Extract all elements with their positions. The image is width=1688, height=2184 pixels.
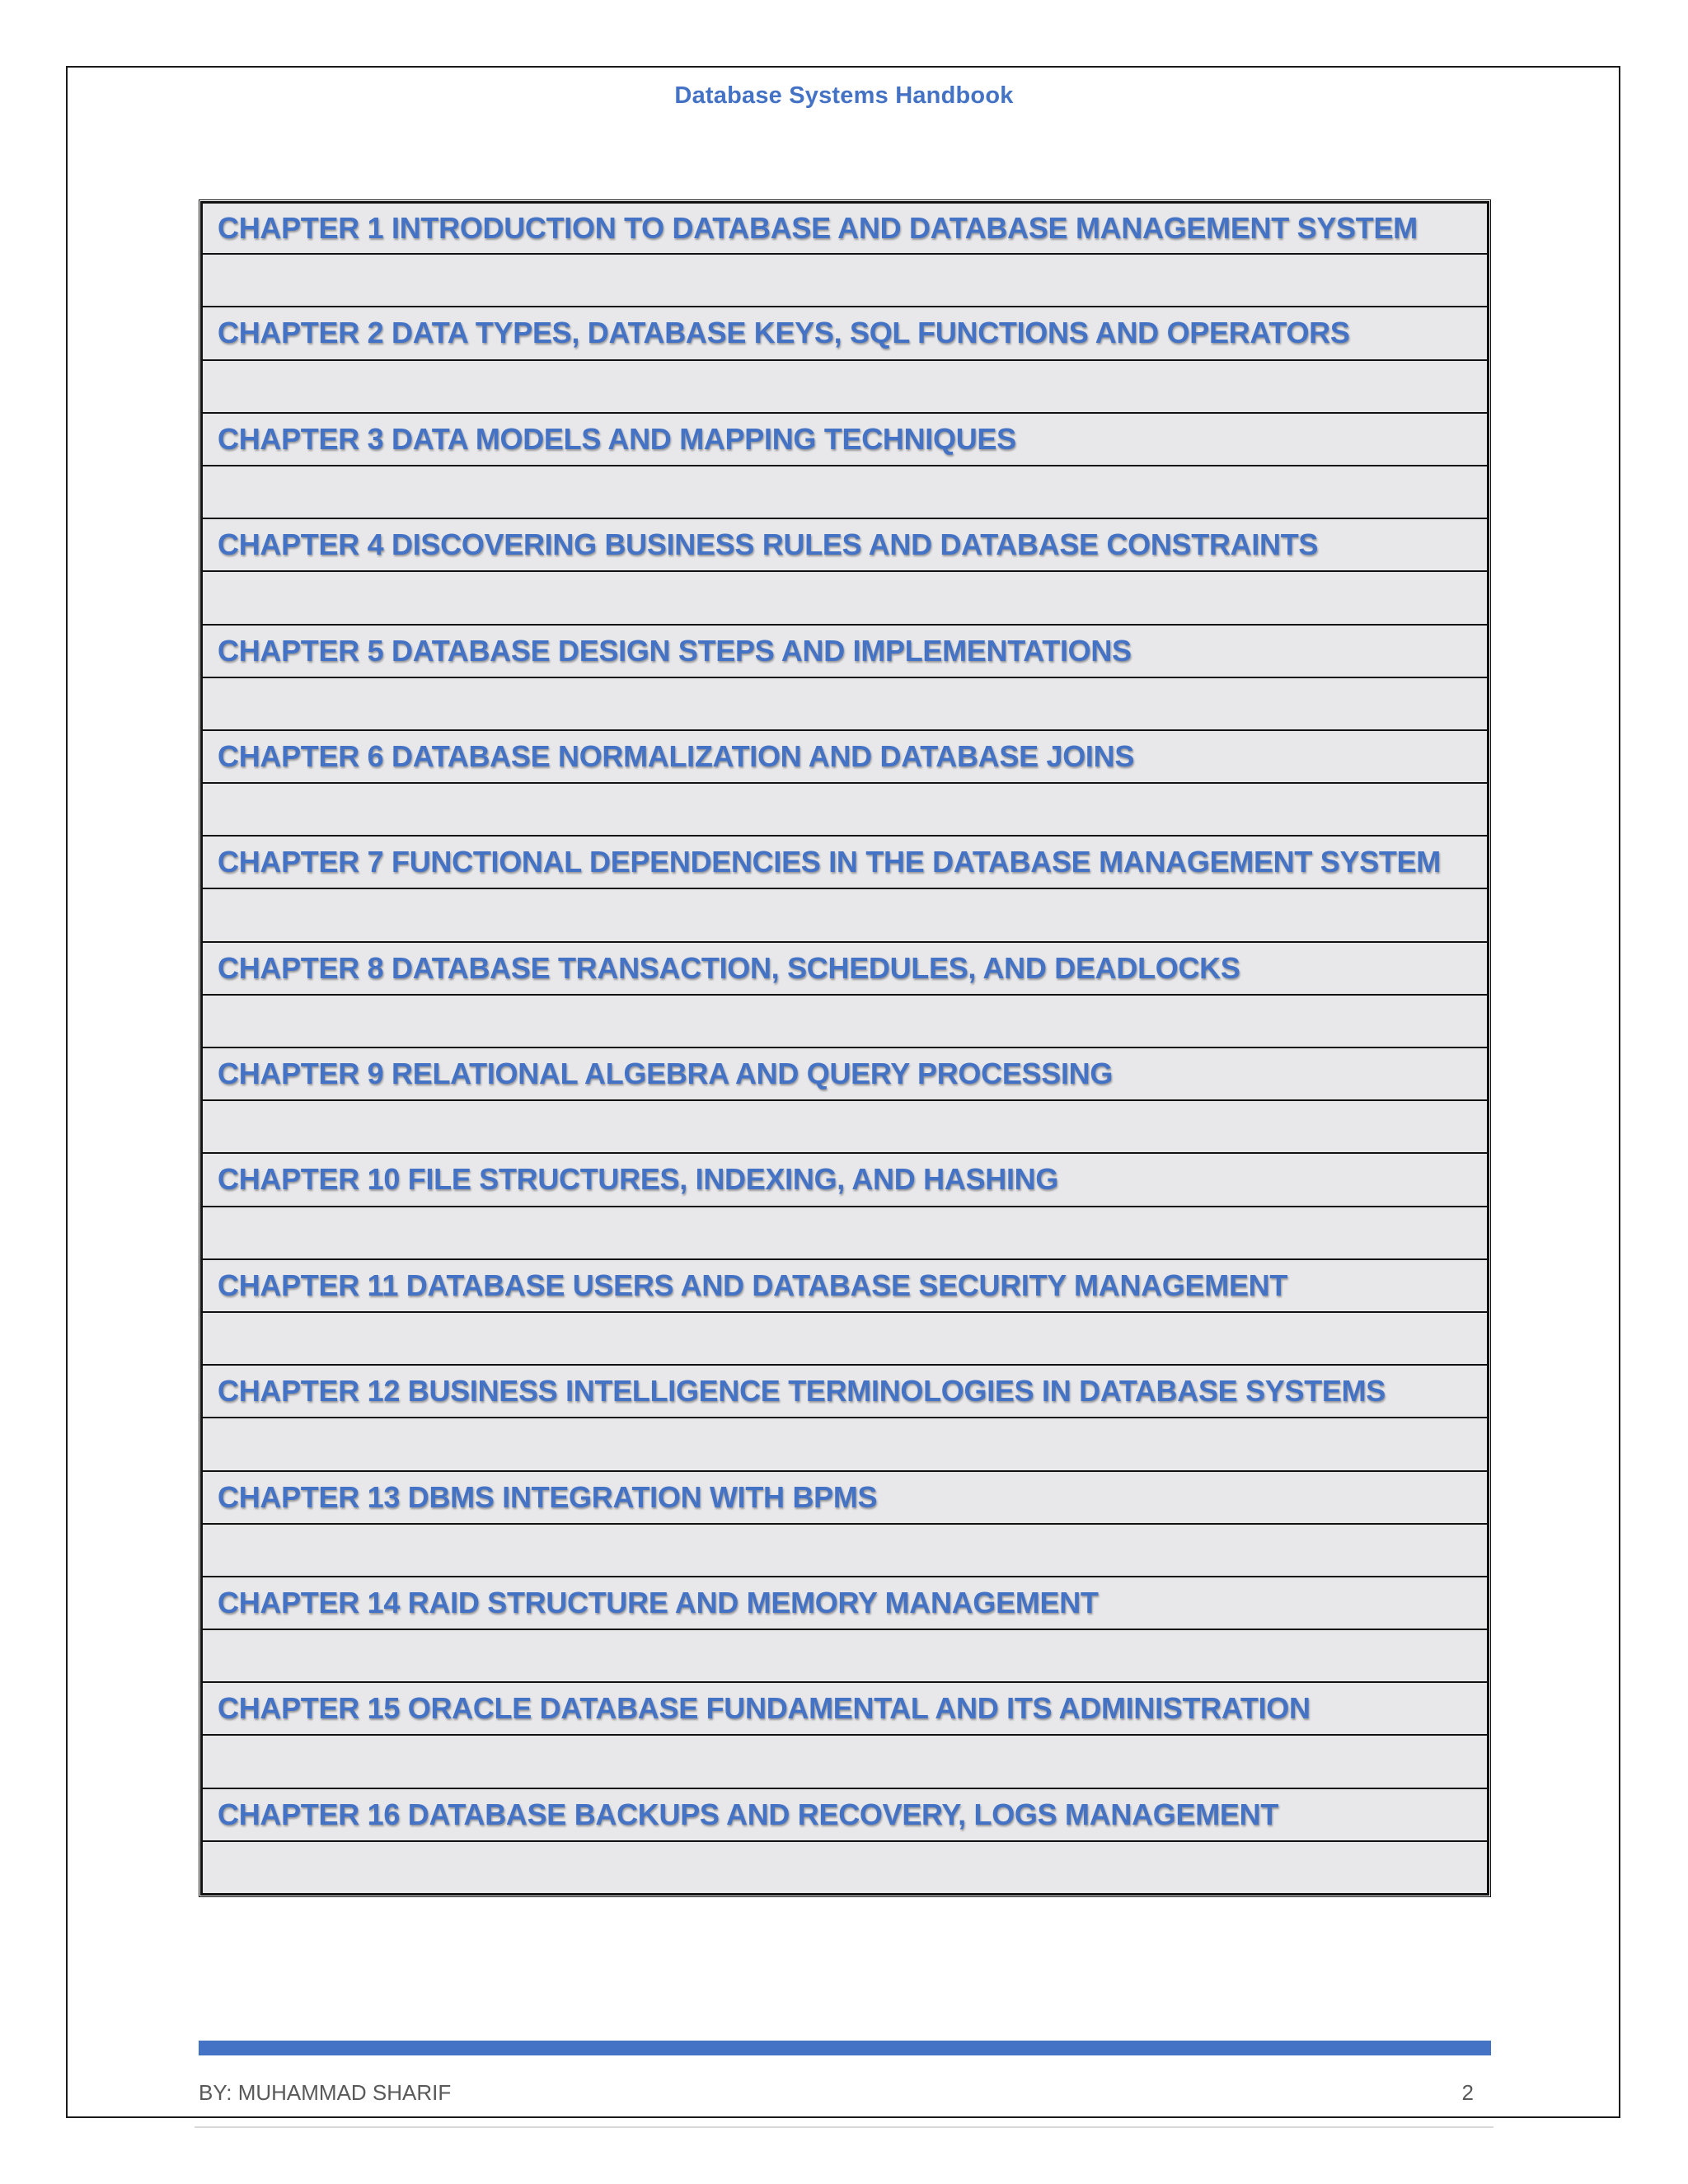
- footer-author: BY: MUHAMMAD SHARIF: [199, 2080, 452, 2105]
- toc-row-chapter-1[interactable]: [201, 202, 1489, 255]
- toc-spacer-row: [201, 1313, 1489, 1366]
- toc-row-chapter-8[interactable]: [201, 943, 1489, 996]
- toc-row-chapter-4[interactable]: [201, 519, 1489, 572]
- chapter-title[interactable]: CHAPTER 14 RAID STRUCTURE AND MEMORY MANAGEMENT: [218, 1585, 1099, 1619]
- toc-spacer-row: [201, 678, 1489, 731]
- chapter-title[interactable]: CHAPTER 9 RELATIONAL ALGEBRA AND QUERY PROCESSING: [218, 1057, 1114, 1091]
- toc-row-chapter-5[interactable]: [201, 626, 1489, 678]
- toc-row-chapter-15[interactable]: [201, 1683, 1489, 1736]
- toc-row-chapter-3[interactable]: [201, 414, 1489, 466]
- chapter-title[interactable]: CHAPTER 11 DATABASE USERS AND DATABASE SECURITY MANAGEMENT: [218, 1268, 1288, 1302]
- chapter-title[interactable]: CHAPTER 5 DATABASE DESIGN STEPS AND IMPLEMENTATIONS: [218, 633, 1132, 668]
- toc-row-chapter-7[interactable]: [201, 837, 1489, 889]
- toc-spacer-row: [201, 1630, 1489, 1683]
- running-header: Database Systems Handbook: [674, 82, 1014, 109]
- page-number: 2: [1461, 2080, 1474, 2105]
- toc-spacer-row: [201, 996, 1489, 1048]
- toc-spacer-row: [201, 466, 1489, 519]
- chapter-title[interactable]: CHAPTER 7 FUNCTIONAL DEPENDENCIES IN THE DATABASE MANAGEMENT SYSTEM: [218, 845, 1441, 879]
- chapter-title[interactable]: CHAPTER 15 ORACLE DATABASE FUNDAMENTAL AND ITS ADMINISTRATION: [218, 1691, 1311, 1726]
- chapter-title[interactable]: CHAPTER 2 DATA TYPES, DATABASE KEYS, SQL FUNCTIONS AND OPERATORS: [218, 316, 1350, 350]
- toc-row-chapter-10[interactable]: [201, 1154, 1489, 1207]
- toc-row-chapter-12[interactable]: [201, 1366, 1489, 1418]
- chapter-title[interactable]: CHAPTER 16 DATABASE BACKUPS AND RECOVERY, LOGS MANAGEMENT: [218, 1797, 1279, 1831]
- toc-row-chapter-13[interactable]: [201, 1472, 1489, 1525]
- toc-row-chapter-14[interactable]: [201, 1577, 1489, 1630]
- toc-spacer-row: [201, 1842, 1489, 1895]
- toc-spacer-row: [201, 1525, 1489, 1577]
- chapter-title[interactable]: CHAPTER 6 DATABASE NORMALIZATION AND DATABASE JOINS: [218, 738, 1135, 773]
- footer-accent-bar: [199, 2041, 1491, 2055]
- chapter-title[interactable]: CHAPTER 4 DISCOVERING BUSINESS RULES AND DATABASE CONSTRAINTS: [218, 527, 1319, 562]
- toc-spacer-row: [201, 361, 1489, 414]
- chapter-title[interactable]: CHAPTER 3 DATA MODELS AND MAPPING TECHNIQUES: [218, 421, 1016, 456]
- toc-row-chapter-16[interactable]: [201, 1789, 1489, 1842]
- toc-spacer-row: [201, 889, 1489, 942]
- chapter-title[interactable]: CHAPTER 10 FILE STRUCTURES, INDEXING, AND HASHING: [218, 1162, 1059, 1197]
- toc-spacer-row: [201, 1207, 1489, 1260]
- toc-spacer-row: [201, 1736, 1489, 1788]
- chapter-title[interactable]: CHAPTER 8 DATABASE TRANSACTION, SCHEDULES, AND DEADLOCKS: [218, 950, 1240, 985]
- toc-row-chapter-11[interactable]: [201, 1260, 1489, 1313]
- chapter-title[interactable]: CHAPTER 12 BUSINESS INTELLIGENCE TERMINOLOGIES IN DATABASE SYSTEMS: [218, 1374, 1386, 1408]
- toc-spacer-row: [201, 784, 1489, 837]
- toc-row-chapter-2[interactable]: [201, 307, 1489, 360]
- toc-spacer-row: [201, 255, 1489, 307]
- toc-spacer-row: [201, 1418, 1489, 1471]
- toc-spacer-row: [201, 572, 1489, 625]
- table-of-contents: [199, 199, 1491, 1897]
- toc-spacer-row: [201, 1101, 1489, 1154]
- chapter-title[interactable]: CHAPTER 1 INTRODUCTION TO DATABASE AND DATABASE MANAGEMENT SYSTEM: [218, 211, 1418, 246]
- toc-row-chapter-6[interactable]: [201, 731, 1489, 784]
- toc-row-chapter-9[interactable]: [201, 1048, 1489, 1101]
- footer-divider: [195, 2126, 1493, 2128]
- chapter-title[interactable]: CHAPTER 13 DBMS INTEGRATION WITH BPMS: [218, 1479, 878, 1514]
